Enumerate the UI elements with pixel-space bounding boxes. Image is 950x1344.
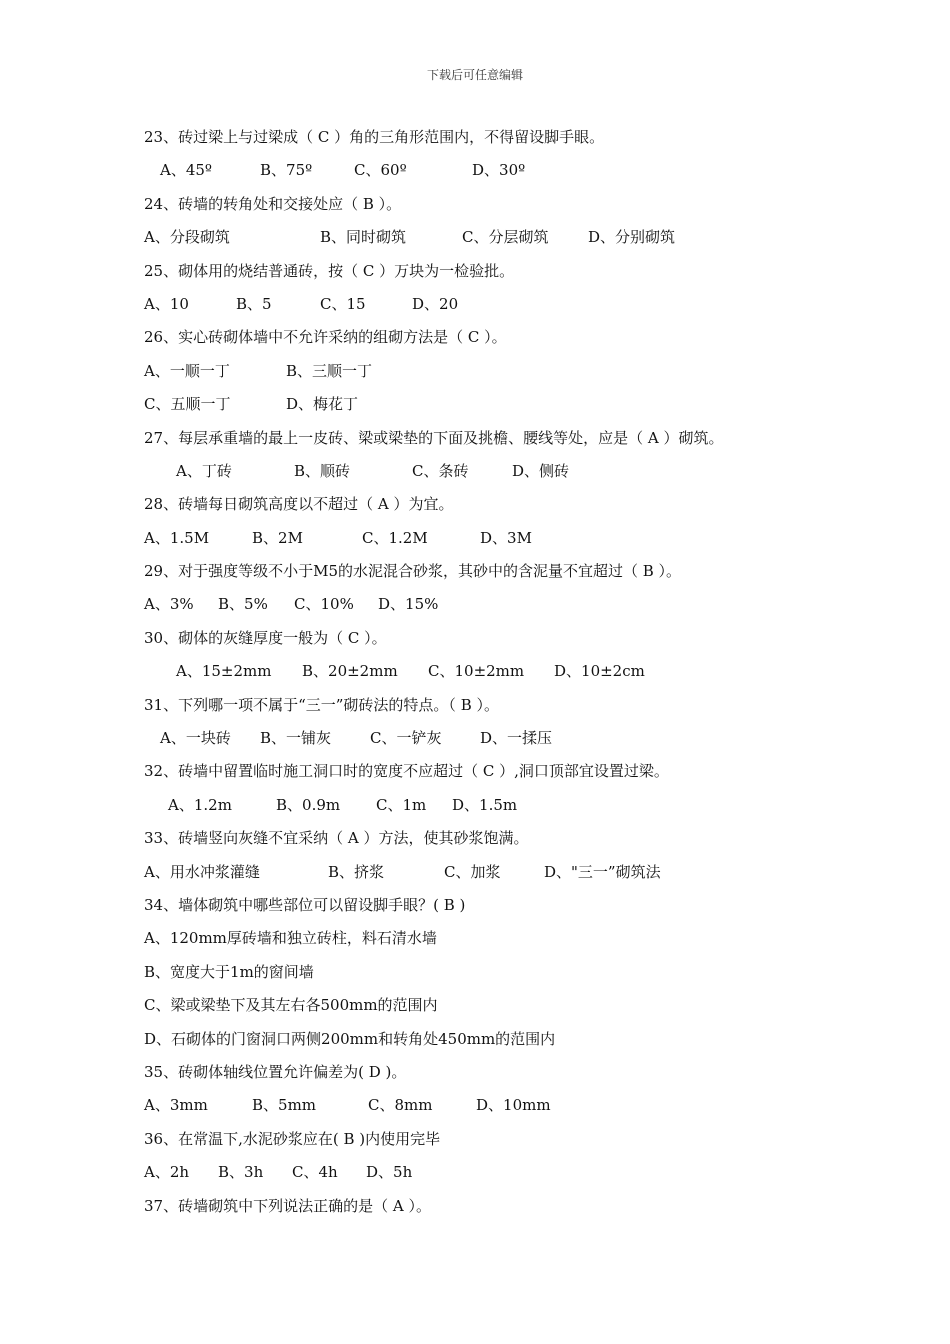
option: C、加浆 [444,862,501,881]
option: B、0.9m [276,795,341,814]
question-line: 28、砖墙每日砌筑高度以不超过（ A ）为宜。 [144,495,454,514]
question-line: 23、砖过梁上与过梁成（ C ）角的三角形范围内，不得留设脚手眼。 [144,128,605,146]
option: D、10mm [476,1096,551,1115]
question-line: 33、砖墙竖向灰缝不宜采纳（ A ）方法，使其砂浆饱满。 [144,829,529,848]
option: A、3% [144,595,194,614]
question-line: 27、每层承重墙的最上一皮砖、梁或梁垫的下面及挑檐、腰线等处，应是（ A ）砌筑。 [144,428,724,447]
option: C、10% [294,595,354,614]
option: A、15±2mm [176,662,272,681]
option: B、同时砌筑 [320,228,407,247]
options-line [0,1159,950,1192]
options-line [0,391,950,424]
question-line: C、梁或梁垫下及其左右各500mm的范围内 [144,996,438,1015]
option: C、8mm [368,1096,433,1115]
question-line: A、120mm厚砖墙和独立砖柱，料石清水墙 [144,929,437,948]
option: C、15 [320,294,366,313]
option: A、分段砌筑 [144,228,230,247]
option: D、1.5m [452,795,518,814]
question-line: 31、下列哪一项不属于“三一”砌砖法的特点。（ B ）。 [144,695,499,714]
option: A、一块砖 [160,729,231,748]
options-line [0,725,950,758]
option: C、4h [292,1163,338,1182]
options-line [0,658,950,691]
question-line: 24、砖墙的转角处和交接处应（ B ）。 [144,194,402,213]
option: D、3M [480,528,532,547]
option: B、5 [236,294,272,313]
option: B、顺砖 [294,461,351,480]
option: D、"三一”砌筑法 [544,862,661,881]
question-list [0,124,950,1324]
option: A、45º [160,161,212,180]
options-line [0,1092,950,1125]
options-line [0,792,950,825]
option: A、丁砖 [176,461,232,480]
option: A、10 [144,294,189,313]
question-line: 36、在常温下,水泥砂浆应在( B )内使用完毕 [144,1129,441,1148]
options-line [0,458,950,491]
option: D、侧砖 [512,461,570,480]
question-line: D、石砌体的门窗洞口两侧200mm和转角处450mm的范围内 [144,1029,556,1048]
options-line [0,859,950,892]
options-line [0,291,950,324]
options-line [0,358,950,391]
option: B、5mm [252,1096,317,1115]
options-line [0,525,950,558]
option: C、1.2M [362,528,428,547]
option: B、75º [260,161,313,180]
option: B、2M [252,528,303,547]
option: D、5h [366,1163,413,1182]
options-line [0,591,950,624]
option: D、10±2cm [554,662,645,681]
option: A、2h [144,1163,190,1182]
option: A、一顺一丁 [144,361,230,380]
question-line: 30、砌体的灰缝厚度一般为（ C ）。 [144,628,387,647]
question-line: 25、砌体用的烧结普通砖，按（ C ）万块为一检验批。 [144,261,515,280]
option: C、五顺一丁 [144,395,231,414]
option: C、分层砌筑 [462,228,549,247]
option: D、30º [472,161,526,180]
question-line: B、宽度大于1m的窗间墙 [144,962,314,981]
question-line: 26、实心砖砌体墙中不允许采纳的组砌方法是（ C ）。 [144,328,507,347]
option: B、3h [218,1163,264,1182]
option: D、分别砌筑 [588,228,676,247]
option: C、1m [376,795,427,814]
option: D、15% [378,595,439,614]
options-line [0,157,950,190]
question-line: 32、砖墙中留置临时施工洞口时的宽度不应超过（ C ）,洞口顶部宜设置过梁。 [144,762,669,781]
option: D、一揉压 [480,729,553,748]
option: A、用水冲浆灌缝 [144,862,260,881]
option: A、1.2m [168,795,232,814]
option: C、条砖 [412,461,469,480]
page-header: 下载后可任意编辑 [426,68,523,82]
option: B、5% [218,595,268,614]
option: A、1.5M [144,528,210,547]
option: D、20 [412,294,459,313]
option: A、3mm [144,1096,208,1115]
question-line: 35、砖砌体轴线位置允许偏差为( D )。 [144,1062,407,1081]
question-line: 29、对于强度等级不小于M5的水泥混合砂浆，其砂中的含泥量不宜超过（ B ）。 [144,562,682,581]
option: B、挤浆 [328,862,385,881]
option: D、梅花丁 [286,395,359,414]
option: C、一铲灰 [370,729,442,748]
option: C、10±2mm [428,662,525,681]
options-line [0,224,950,257]
option: C、60º [354,161,407,180]
question-line: 34、墙体砌筑中哪些部位可以留设脚手眼？( B ) [144,895,466,914]
option: B、20±2mm [302,662,398,681]
option: B、一铺灰 [260,729,332,748]
option: B、三顺一丁 [286,361,373,380]
question-line: 37、砖墙砌筑中下列说法正确的是（ A ）。 [144,1196,431,1215]
